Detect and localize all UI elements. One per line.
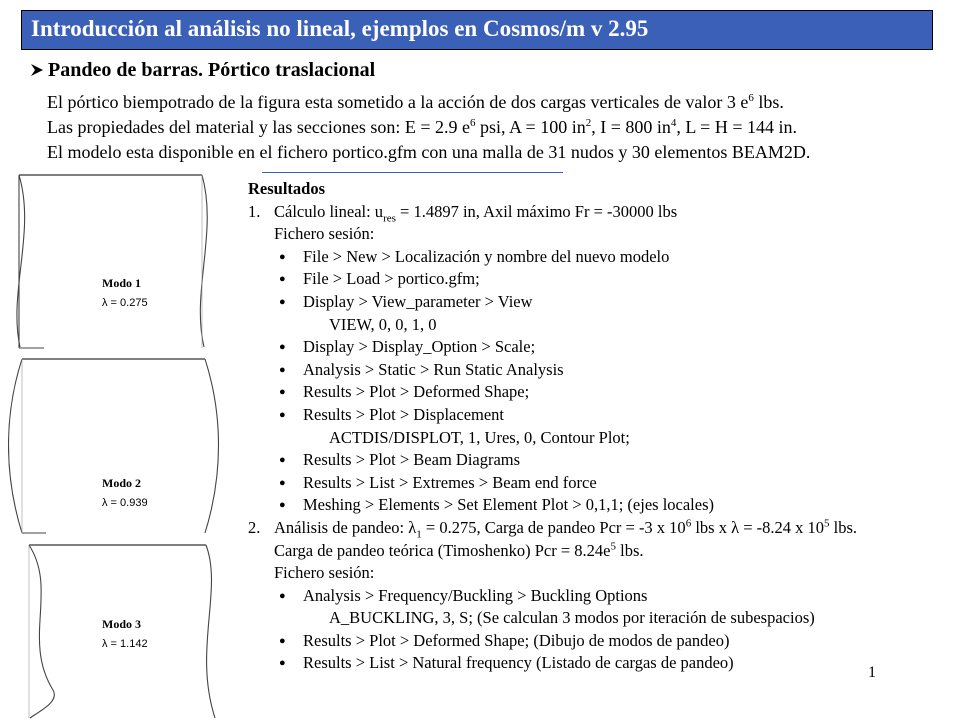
step-item: ● Meshing > Elements > Set Element Plot > 0,1,1; (ejes locales) bbox=[248, 494, 857, 517]
step-item: ● File > Load > portico.gfm; bbox=[248, 268, 857, 291]
result-item-1: 1. Cálculo lineal: $u_{res} = 1.4897$ in, Axil máximo Fr = -30000 lbs bbox=[248, 201, 678, 224]
step-item: ● Results > List > Natural frequency (Listado de cargas de pandeo) bbox=[248, 652, 857, 675]
mode-3-name: Modo 3 bbox=[102, 617, 141, 631]
title-bar bbox=[21, 10, 933, 50]
step-item: ● Results > Plot > Deformed Shape; (Dibujo de modos de pandeo) bbox=[248, 630, 857, 653]
step-item: ● Results > Plot > Deformed Shape; bbox=[248, 381, 857, 404]
step-item: ● Results > List > Extremes > Beam end force bbox=[248, 472, 857, 495]
command-line: VIEW, 0, 0, 1, 0 bbox=[329, 314, 437, 334]
section-subtitle-text: Pandeo de barras. Pórtico traslacional bbox=[48, 59, 376, 81]
separator-line bbox=[262, 172, 563, 173]
mode-3-lambda: λ = 1.142 bbox=[102, 638, 148, 650]
page-number: 1 bbox=[868, 664, 876, 681]
mode-2-lambda: λ = 0.939 bbox=[102, 497, 148, 509]
mode-3-figure bbox=[8, 540, 220, 720]
theory-load-line: Carga de pandeo teórica (Timoshenko) Pcr = $8.24e^5$ lbs. bbox=[274, 540, 644, 560]
session-label-2: Fichero sesión: bbox=[274, 563, 375, 583]
step-item: ● Display > View_parameter > View bbox=[248, 291, 857, 314]
step-item: ● Display > Display_Option > Scale; bbox=[248, 336, 857, 359]
arrow-bullet-icon bbox=[30, 63, 44, 77]
intro-text bbox=[47, 90, 810, 165]
session-label-1: Fichero sesión: bbox=[274, 224, 375, 244]
intro-line-2: Las propiedades del material y las secciones son: E = 2.9 $e^6$ psi, A = 100 $in^2$, I = 800 $in^4$, L = H = 144 in. bbox=[47, 117, 797, 137]
section-subtitle bbox=[30, 59, 375, 82]
step-item: ● Analysis > Frequency/Buckling > Buckling Options bbox=[248, 585, 857, 608]
result-item-2: 2. Análisis de pandeo: $\lambda_1 = 0.275$, Carga de pandeo Pcr = -3 x $10^6$ lbs x λ = -8.24 x $10^5$ lbs. bbox=[248, 517, 858, 541]
slide-title: Introducción al análisis no lineal, ejemplos en Cosmos/m v 2.95 bbox=[31, 16, 649, 41]
mode-1-name: Modo 1 bbox=[102, 276, 141, 290]
command-line: A_BUCKLING, 3, S; (Se calculan 3 modos por iteración de subespacios) bbox=[329, 608, 815, 628]
mode-1-frame-drawing bbox=[8, 172, 220, 352]
intro-line-1: El pórtico biempotrado de la figura esta sometido a la acción de dos cargas verticales de valor 3 $e^6$ lbs. bbox=[47, 92, 784, 112]
step-item: ● Analysis > Static > Run Static Analysis bbox=[248, 359, 857, 382]
mode-2-name: Modo 2 bbox=[102, 476, 141, 490]
step-item: ● File > New > Localización y nombre del nuevo modelo bbox=[248, 246, 857, 269]
intro-line-3: El modelo esta disponible en el fichero portico.gfm con una malla de 31 nudos y 30 elementos BEAM2D. bbox=[47, 142, 811, 162]
command-line: ACTDIS/DISPLOT, 1, Ures, 0, Contour Plot; bbox=[329, 427, 630, 447]
results-heading: Resultados bbox=[248, 179, 326, 198]
mode-1-figure bbox=[8, 172, 220, 352]
mode-1-lambda: λ = 0.275 bbox=[102, 297, 148, 309]
step-item: ● Results > Plot > Beam Diagrams bbox=[248, 449, 857, 472]
mode-2-figure bbox=[8, 355, 220, 537]
mode-2-frame-drawing bbox=[8, 355, 220, 537]
step-item: ● Results > Plot > Displacement bbox=[248, 404, 857, 427]
results-section bbox=[248, 178, 857, 675]
